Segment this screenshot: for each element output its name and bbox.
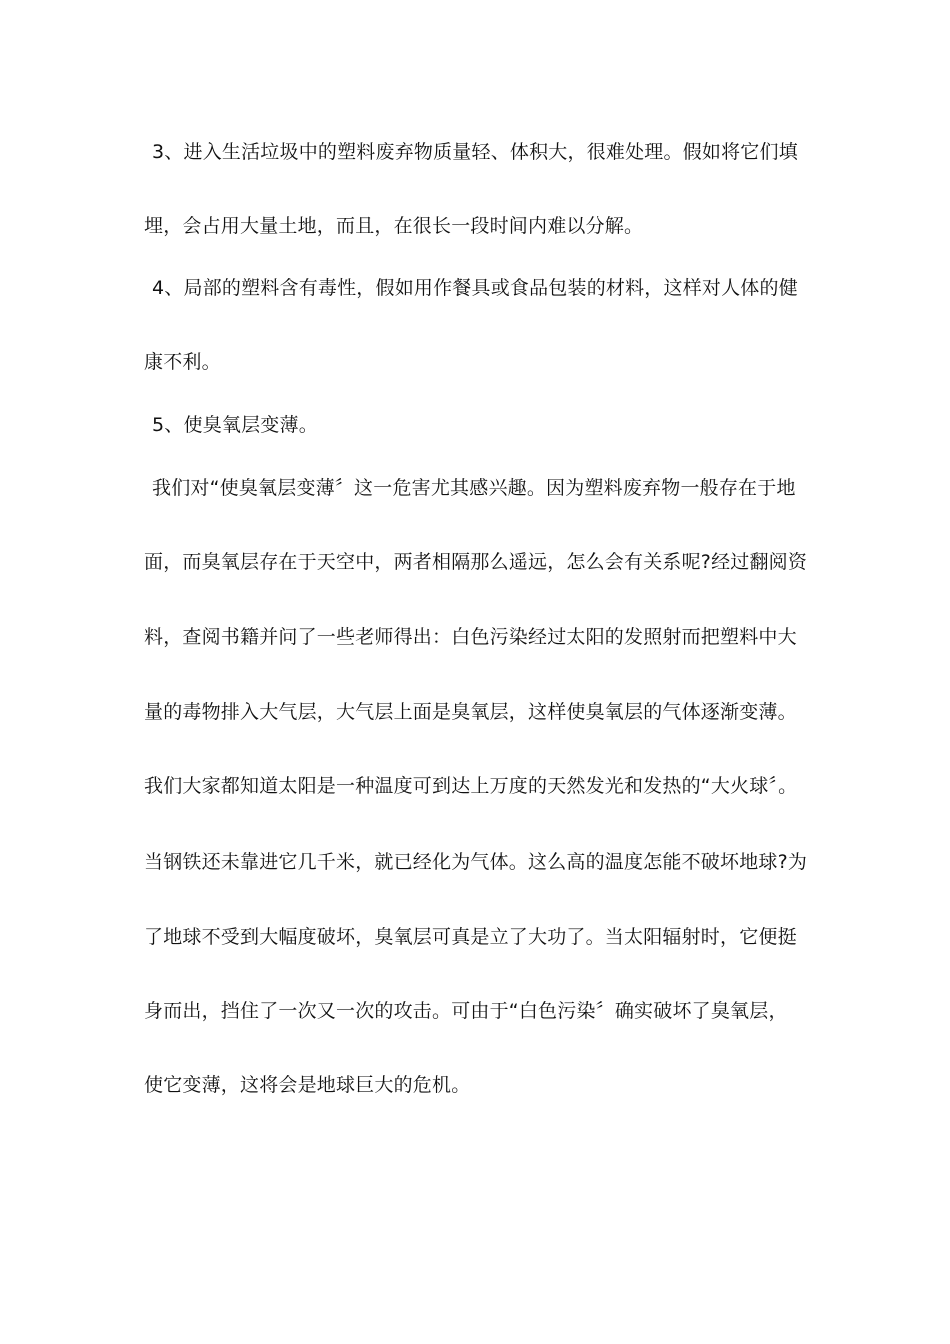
text-line-para-6: 当钢铁还未靠进它几千米，就已经化为气体。这么高的温度怎能不破坏地球?为 xyxy=(144,851,808,873)
text-line-item3-1: 3、进入生活垃圾中的塑料废弃物质量轻、体积大，很难处理。假如将它们填 xyxy=(152,141,798,163)
text-line-para-1: 我们对“使臭氧层变薄〞这一危害尤其感兴趣。因为塑料废弃物一般存在于地 xyxy=(152,477,796,499)
text-line-item5: 5、使臭氧层变薄。 xyxy=(152,414,318,436)
text-line-item4-2: 康不利。 xyxy=(144,351,221,373)
text-line-para-4: 量的毒物排入大气层，大气层上面是臭氧层，这样使臭氧层的气体逐渐变薄。 xyxy=(144,701,797,723)
text-line-para-7: 了地球不受到大幅度破坏，臭氧层可真是立了大功了。当太阳辐射时，它便挺 xyxy=(144,926,797,948)
text-line-para-3: 料，查阅书籍并问了一些老师得出：白色污染经过太阳的发照射而把塑料中大 xyxy=(144,626,797,648)
text-line-para-8: 身而出，挡住了一次又一次的攻击。可由于“白色污染〞确实破坏了臭氧层， xyxy=(144,1000,788,1022)
text-line-para-2: 面，而臭氧层存在于天空中，两者相隔那么遥远，怎么会有关系呢?经过翻阅资 xyxy=(144,551,808,573)
text-line-para-9: 使它变薄，这将会是地球巨大的危机。 xyxy=(144,1074,471,1096)
text-line-para-5: 我们大家都知道太阳是一种温度可到达上万度的天然发光和发热的“大火球〞。 xyxy=(144,775,798,797)
text-line-item3-2: 埋，会占用大量土地，而且，在很长一段时间内难以分解。 xyxy=(144,215,644,237)
text-line-item4-1: 4、局部的塑料含有毒性，假如用作餐具或食品包装的材料，这样对人体的健 xyxy=(152,277,798,299)
